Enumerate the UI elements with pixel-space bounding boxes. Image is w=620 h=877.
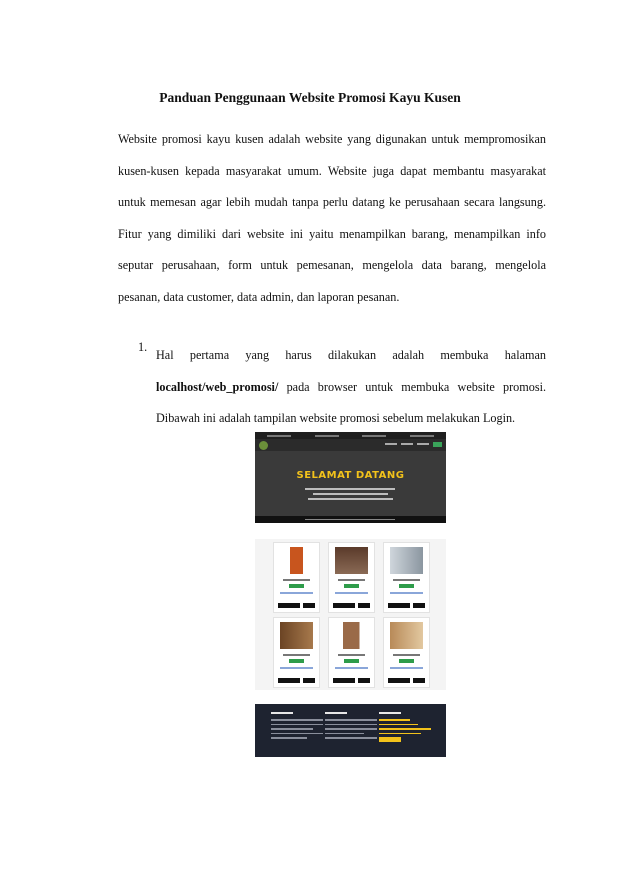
screenshot-products bbox=[255, 539, 446, 690]
hero-subtext bbox=[308, 498, 393, 500]
step-text-before: Hal pertama yang harus dilakukan adalah membuka halaman bbox=[156, 348, 546, 362]
footer-about bbox=[271, 712, 323, 742]
step-list bbox=[138, 340, 546, 435]
screenshot-hero bbox=[255, 432, 446, 523]
step-text bbox=[156, 340, 546, 435]
site-logo-icon bbox=[259, 441, 268, 450]
footer-contact bbox=[379, 712, 431, 742]
product-card bbox=[383, 542, 430, 613]
product-card bbox=[273, 542, 320, 613]
hero-topbar bbox=[255, 432, 446, 439]
product-image bbox=[390, 622, 423, 649]
hero-menu bbox=[385, 443, 442, 447]
product-card bbox=[328, 617, 375, 688]
product-image bbox=[335, 622, 368, 649]
product-card bbox=[383, 617, 430, 688]
step-text-after: pada browser untuk membuka website promosi. Dibawah ini adalah tampilan website promosi sebelum melakukan Login. bbox=[156, 379, 546, 425]
hero-footer-bar bbox=[255, 516, 446, 523]
hero-title: SELAMAT DATANG bbox=[296, 470, 405, 481]
product-card bbox=[273, 617, 320, 688]
footer-order bbox=[325, 712, 377, 742]
product-image bbox=[335, 547, 368, 574]
intro-paragraph: Website promosi kayu kusen adalah website yang digunakan untuk mempromosikan kusen-kusen kepada masyarakat umum. Website juga dapat membantu masyarakat untuk memesan agar lebih mudah tanpa perlu datang ke perusahaan secara langsung. Fitur yang dimiliki dari website ini yaitu menampilkan barang, menampilkan info seputar perusahaan, form untuk pemesanan, mengelola data barang, mengelola pesanan, data customer, data admin, dan laporan pesanan. bbox=[118, 132, 546, 304]
hero-nav bbox=[255, 439, 446, 451]
document-title: Panduan Penggunaan Website Promosi Kayu Kusen bbox=[159, 90, 461, 105]
hero-subtext bbox=[313, 493, 388, 495]
product-image bbox=[280, 547, 313, 574]
product-card bbox=[328, 542, 375, 613]
hero-subtext bbox=[305, 488, 395, 490]
product-image bbox=[280, 622, 313, 649]
step-url: localhost/web_promosi/ bbox=[156, 379, 279, 394]
step-number: 1. bbox=[138, 340, 148, 354]
product-image bbox=[390, 547, 423, 574]
screenshot-footer bbox=[255, 704, 446, 757]
